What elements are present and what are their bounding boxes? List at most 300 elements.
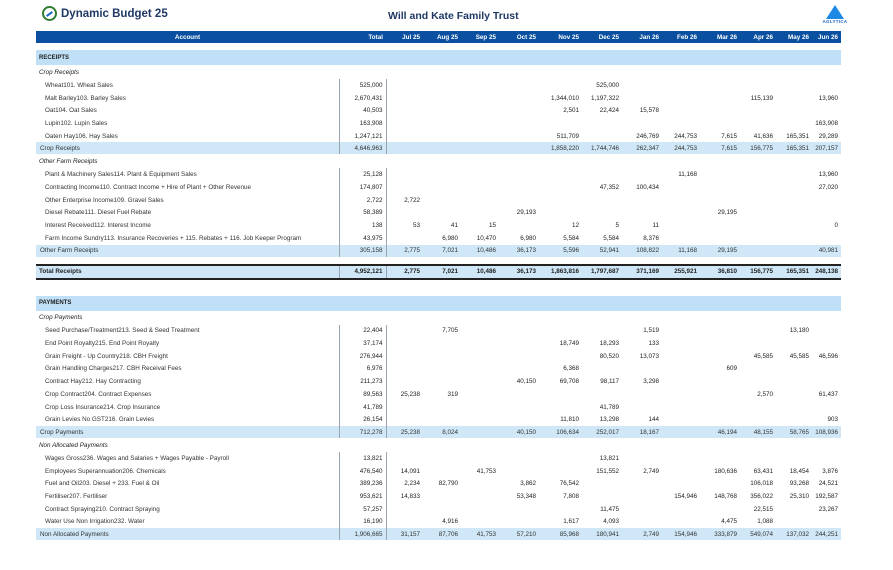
cell-value[interactable]: 23,267 (818, 505, 838, 513)
cell-value[interactable]: 244,753 (662, 142, 700, 154)
cell-value[interactable] (461, 79, 499, 92)
cell-value[interactable] (499, 168, 539, 181)
row-total[interactable]: 2,722 (339, 194, 386, 207)
cell-value[interactable]: 45,585 (753, 352, 773, 360)
row-total[interactable]: 1,247,121 (339, 130, 386, 143)
row-total[interactable]: 41,789 (339, 401, 386, 414)
cell-value[interactable]: 3,298 (643, 378, 659, 386)
cell-value[interactable] (582, 325, 622, 338)
row-total[interactable]: 37,174 (339, 337, 386, 350)
cell-value[interactable] (622, 363, 662, 376)
cell-value[interactable] (499, 503, 539, 516)
cell-value[interactable] (461, 426, 499, 438)
table-row[interactable] (36, 325, 841, 338)
cell-value[interactable]: 7,021 (423, 265, 461, 279)
cell-value[interactable]: 133 (648, 340, 659, 348)
row-total[interactable]: 138 (339, 219, 386, 232)
cell-value[interactable]: 29,193 (516, 209, 536, 217)
cell-value[interactable] (423, 503, 461, 516)
subtotal-row[interactable] (36, 245, 841, 257)
cell-value[interactable] (539, 207, 582, 220)
cell-value[interactable] (539, 388, 582, 401)
cell-value[interactable] (423, 363, 461, 376)
cell-value[interactable] (700, 232, 740, 245)
cell-value[interactable] (582, 117, 622, 130)
cell-value[interactable]: 165,351 (786, 132, 809, 140)
cell-value[interactable] (662, 413, 700, 426)
cell-value[interactable]: 156,775 (740, 265, 776, 279)
cell-value[interactable]: 2,775 (386, 265, 423, 279)
cell-value[interactable]: 525,000 (596, 81, 619, 89)
cell-value[interactable] (812, 337, 841, 350)
cell-value[interactable] (539, 117, 582, 130)
cell-value[interactable]: 45,585 (789, 352, 809, 360)
table-row[interactable] (36, 219, 841, 232)
cell-value[interactable] (423, 117, 461, 130)
cell-value[interactable]: 7,615 (700, 142, 740, 154)
cell-value[interactable] (776, 168, 812, 181)
header-month[interactable]: Sep 25 (461, 31, 499, 43)
cell-value[interactable] (386, 350, 423, 363)
cell-value[interactable] (386, 232, 423, 245)
cell-value[interactable] (776, 363, 812, 376)
cell-value[interactable] (776, 413, 812, 426)
cell-value[interactable]: 252,017 (582, 426, 622, 438)
cell-value[interactable] (662, 337, 700, 350)
cell-value[interactable]: 61,437 (818, 390, 838, 398)
table-row[interactable] (36, 79, 841, 92)
cell-value[interactable] (461, 168, 499, 181)
cell-value[interactable] (740, 245, 776, 257)
row-total[interactable]: 13,821 (339, 452, 386, 465)
cell-value[interactable]: 3,876 (822, 467, 838, 475)
cell-value[interactable] (740, 232, 776, 245)
cell-value[interactable] (499, 194, 539, 207)
cell-value[interactable] (539, 350, 582, 363)
subtotal-row[interactable] (36, 142, 841, 154)
cell-value[interactable]: 4,916 (442, 518, 458, 526)
cell-value[interactable]: 15,578 (639, 107, 659, 115)
row-total[interactable]: 22,404 (339, 325, 386, 338)
cell-value[interactable]: 1,197,322 (590, 94, 619, 102)
cell-value[interactable]: 29,195 (700, 245, 740, 257)
cell-value[interactable] (776, 375, 812, 388)
cell-value[interactable]: 165,351 (776, 265, 812, 279)
cell-value[interactable] (700, 503, 740, 516)
row-total[interactable]: 1,906,665 (339, 528, 386, 540)
cell-value[interactable] (700, 194, 740, 207)
cell-value[interactable] (582, 168, 622, 181)
cell-value[interactable]: 144 (648, 416, 659, 424)
cell-value[interactable] (461, 142, 499, 154)
cell-value[interactable] (662, 388, 700, 401)
cell-value[interactable] (499, 401, 539, 414)
row-total[interactable]: 953,621 (339, 490, 386, 503)
cell-value[interactable]: 13,821 (599, 454, 619, 462)
cell-value[interactable] (539, 452, 582, 465)
table-row[interactable] (36, 375, 841, 388)
cell-value[interactable]: 15 (488, 222, 496, 230)
row-total[interactable]: 4,646,963 (339, 142, 386, 154)
cell-value[interactable]: 6,368 (563, 365, 579, 373)
cell-value[interactable] (499, 465, 539, 478)
header-month[interactable]: Jul 25 (386, 31, 423, 43)
cell-value[interactable]: 41,789 (599, 403, 619, 411)
cell-value[interactable] (662, 79, 700, 92)
header-month[interactable]: Jan 26 (622, 31, 662, 43)
cell-value[interactable] (812, 375, 841, 388)
cell-value[interactable] (461, 104, 499, 117)
cell-value[interactable] (386, 401, 423, 414)
cell-value[interactable]: 10,486 (461, 265, 499, 279)
cell-value[interactable] (539, 465, 582, 478)
cell-value[interactable] (662, 516, 700, 529)
cell-value[interactable] (582, 130, 622, 143)
cell-value[interactable] (423, 413, 461, 426)
cell-value[interactable]: 40,150 (516, 378, 536, 386)
cell-value[interactable] (662, 401, 700, 414)
cell-value[interactable]: 14,833 (400, 492, 420, 500)
cell-value[interactable]: 11 (652, 222, 659, 230)
cell-value[interactable] (499, 79, 539, 92)
cell-value[interactable]: 180,941 (582, 528, 622, 540)
cell-value[interactable]: 356,022 (750, 492, 773, 500)
cell-value[interactable]: 41,753 (461, 528, 499, 540)
cell-value[interactable] (582, 388, 622, 401)
cell-value[interactable] (499, 452, 539, 465)
cell-value[interactable]: 47,352 (599, 183, 619, 191)
cell-value[interactable] (423, 168, 461, 181)
cell-value[interactable]: 5,584 (603, 234, 619, 242)
cell-value[interactable] (499, 104, 539, 117)
cell-value[interactable]: 1,344,010 (550, 94, 579, 102)
subtotal-row[interactable] (36, 426, 841, 438)
cell-value[interactable] (386, 181, 423, 194)
cell-value[interactable]: 14,091 (400, 467, 420, 475)
row-total[interactable]: 389,236 (339, 477, 386, 490)
cell-value[interactable] (499, 325, 539, 338)
cell-value[interactable] (582, 363, 622, 376)
cell-value[interactable]: 13,960 (818, 171, 838, 179)
cell-value[interactable] (700, 168, 740, 181)
cell-value[interactable]: 7,808 (563, 492, 579, 500)
cell-value[interactable]: 1,797,687 (582, 265, 622, 279)
cell-value[interactable]: 180,636 (714, 467, 737, 475)
cell-value[interactable] (539, 194, 582, 207)
table-row[interactable] (36, 350, 841, 363)
table-row[interactable] (36, 413, 841, 426)
table-row[interactable] (36, 92, 841, 105)
row-total[interactable]: 89,563 (339, 388, 386, 401)
cell-value[interactable] (423, 452, 461, 465)
cell-value[interactable] (622, 388, 662, 401)
cell-value[interactable]: 4,475 (721, 518, 737, 526)
cell-value[interactable] (622, 92, 662, 105)
cell-value[interactable]: 2,570 (757, 390, 773, 398)
cell-value[interactable]: 46,596 (818, 352, 838, 360)
cell-value[interactable] (700, 350, 740, 363)
cell-value[interactable] (700, 375, 740, 388)
cell-value[interactable] (622, 452, 662, 465)
row-total[interactable]: 163,908 (339, 117, 386, 130)
cell-value[interactable] (461, 337, 499, 350)
cell-value[interactable] (461, 477, 499, 490)
cell-value[interactable] (499, 413, 539, 426)
table-row[interactable] (36, 503, 841, 516)
cell-value[interactable] (740, 452, 776, 465)
table-row[interactable] (36, 117, 841, 130)
cell-value[interactable] (461, 181, 499, 194)
cell-value[interactable]: 11,168 (662, 245, 700, 257)
cell-value[interactable] (461, 117, 499, 130)
cell-value[interactable]: 7,021 (423, 245, 461, 257)
cell-value[interactable]: 5 (615, 222, 619, 230)
cell-value[interactable] (700, 401, 740, 414)
row-total[interactable]: 4,952,121 (339, 265, 386, 279)
cell-value[interactable]: 13,298 (599, 416, 619, 424)
cell-value[interactable] (700, 452, 740, 465)
cell-value[interactable] (386, 413, 423, 426)
cell-value[interactable] (740, 413, 776, 426)
cell-value[interactable]: 1,088 (757, 518, 773, 526)
cell-value[interactable] (740, 401, 776, 414)
cell-value[interactable]: 11,475 (600, 505, 619, 513)
cell-value[interactable]: 4,093 (603, 518, 619, 526)
cell-value[interactable]: 40,150 (499, 426, 539, 438)
cell-value[interactable]: 609 (726, 365, 737, 373)
cell-value[interactable] (423, 194, 461, 207)
cell-value[interactable] (776, 401, 812, 414)
cell-value[interactable] (499, 350, 539, 363)
cell-value[interactable]: 108,822 (622, 245, 662, 257)
cell-value[interactable] (386, 516, 423, 529)
cell-value[interactable] (423, 92, 461, 105)
row-total[interactable]: 476,540 (339, 465, 386, 478)
cell-value[interactable] (776, 337, 812, 350)
cell-value[interactable] (423, 490, 461, 503)
cell-value[interactable]: 255,921 (662, 265, 700, 279)
cell-value[interactable] (423, 142, 461, 154)
cell-value[interactable] (539, 79, 582, 92)
cell-value[interactable]: 24,521 (818, 480, 838, 488)
table-row[interactable] (36, 516, 841, 529)
cell-value[interactable] (386, 117, 423, 130)
table-row[interactable] (36, 104, 841, 117)
cell-value[interactable] (461, 130, 499, 143)
cell-value[interactable] (582, 477, 622, 490)
cell-value[interactable]: 137,032 (776, 528, 812, 540)
cell-value[interactable] (700, 79, 740, 92)
cell-value[interactable]: 41 (450, 222, 458, 230)
cell-value[interactable] (740, 337, 776, 350)
cell-value[interactable] (700, 413, 740, 426)
header-month[interactable]: May 26 (776, 31, 812, 43)
cell-value[interactable] (662, 375, 700, 388)
cell-value[interactable] (776, 79, 812, 92)
table-row[interactable] (36, 388, 841, 401)
row-total[interactable]: 40,503 (339, 104, 386, 117)
cell-value[interactable]: 25,310 (789, 492, 809, 500)
cell-value[interactable] (622, 79, 662, 92)
cell-value[interactable] (423, 401, 461, 414)
cell-value[interactable] (386, 104, 423, 117)
cell-value[interactable] (461, 207, 499, 220)
row-total[interactable]: 26,154 (339, 413, 386, 426)
cell-value[interactable] (499, 92, 539, 105)
cell-value[interactable] (740, 104, 776, 117)
cell-value[interactable] (622, 503, 662, 516)
cell-value[interactable]: 46,194 (700, 426, 740, 438)
cell-value[interactable] (499, 130, 539, 143)
cell-value[interactable] (386, 452, 423, 465)
cell-value[interactable] (622, 207, 662, 220)
cell-value[interactable] (461, 350, 499, 363)
cell-value[interactable] (776, 245, 812, 257)
cell-value[interactable]: 5,584 (563, 234, 579, 242)
cell-value[interactable] (539, 325, 582, 338)
cell-value[interactable] (776, 207, 812, 220)
cell-value[interactable] (776, 388, 812, 401)
header-total[interactable]: Total (339, 31, 386, 43)
cell-value[interactable]: 31,157 (386, 528, 423, 540)
cell-value[interactable]: 319 (447, 390, 458, 398)
cell-value[interactable]: 48,155 (740, 426, 776, 438)
cell-value[interactable]: 246,769 (636, 132, 659, 140)
cell-value[interactable] (700, 181, 740, 194)
cell-value[interactable] (539, 503, 582, 516)
header-account[interactable]: Account (36, 31, 339, 43)
cell-value[interactable]: 29,195 (717, 209, 737, 217)
cell-value[interactable]: 3,862 (520, 480, 536, 488)
cell-value[interactable]: 18,454 (789, 467, 809, 475)
cell-value[interactable] (662, 325, 700, 338)
header-month[interactable]: Dec 25 (582, 31, 622, 43)
cell-value[interactable]: 5,596 (539, 245, 582, 257)
cell-value[interactable]: 36,810 (700, 265, 740, 279)
cell-value[interactable]: 25,238 (386, 426, 423, 438)
cell-value[interactable] (812, 401, 841, 414)
cell-value[interactable]: 41,636 (753, 132, 773, 140)
cell-value[interactable] (700, 477, 740, 490)
row-total[interactable]: 16,190 (339, 516, 386, 529)
cell-value[interactable] (499, 516, 539, 529)
cell-value[interactable] (386, 79, 423, 92)
cell-value[interactable] (662, 503, 700, 516)
cell-value[interactable] (539, 168, 582, 181)
cell-value[interactable] (423, 79, 461, 92)
cell-value[interactable] (662, 194, 700, 207)
cell-value[interactable]: 903 (827, 416, 838, 424)
cell-value[interactable] (776, 194, 812, 207)
cell-value[interactable] (622, 194, 662, 207)
cell-value[interactable] (740, 117, 776, 130)
cell-value[interactable] (662, 181, 700, 194)
table-row[interactable] (36, 465, 841, 478)
cell-value[interactable] (812, 363, 841, 376)
cell-value[interactable]: 6,980 (442, 234, 458, 242)
cell-value[interactable] (740, 168, 776, 181)
cell-value[interactable]: 106,634 (539, 426, 582, 438)
cell-value[interactable]: 2,749 (643, 467, 659, 475)
cell-value[interactable]: 13,073 (639, 352, 659, 360)
table-row[interactable] (36, 130, 841, 143)
table-row[interactable] (36, 490, 841, 503)
cell-value[interactable]: 333,879 (700, 528, 740, 540)
cell-value[interactable]: 7,615 (721, 132, 737, 140)
app-logo[interactable] (42, 6, 168, 21)
cell-value[interactable] (776, 104, 812, 117)
cell-value[interactable]: 115,139 (750, 94, 773, 102)
cell-value[interactable]: 12 (571, 222, 579, 230)
cell-value[interactable] (812, 452, 841, 465)
cell-value[interactable]: 18,749 (559, 340, 579, 348)
cell-value[interactable]: 25,238 (400, 390, 420, 398)
table-row[interactable] (36, 452, 841, 465)
cell-value[interactable]: 69,708 (559, 378, 579, 386)
header-month[interactable]: Mar 26 (700, 31, 740, 43)
cell-value[interactable]: 93,268 (789, 480, 809, 488)
cell-value[interactable] (386, 363, 423, 376)
table-row[interactable] (36, 337, 841, 350)
cell-value[interactable] (499, 117, 539, 130)
cell-value[interactable]: 207,157 (812, 142, 841, 154)
cell-value[interactable] (461, 363, 499, 376)
cell-value[interactable]: 163,908 (815, 119, 838, 127)
cell-value[interactable] (812, 232, 841, 245)
cell-value[interactable] (776, 516, 812, 529)
table-row[interactable] (36, 401, 841, 414)
cell-value[interactable] (740, 219, 776, 232)
header-month[interactable]: Oct 25 (499, 31, 539, 43)
cell-value[interactable]: 58,765 (776, 426, 812, 438)
cell-value[interactable]: 2,501 (563, 107, 579, 115)
cell-value[interactable] (461, 194, 499, 207)
cell-value[interactable] (582, 490, 622, 503)
cell-value[interactable]: 10,470 (476, 234, 496, 242)
table-row[interactable] (36, 363, 841, 376)
cell-value[interactable]: 8,024 (423, 426, 461, 438)
cell-value[interactable]: 76,542 (559, 480, 579, 488)
cell-value[interactable]: 511,709 (556, 132, 579, 140)
cell-value[interactable] (499, 142, 539, 154)
cell-value[interactable] (700, 219, 740, 232)
header-month[interactable]: Apr 26 (740, 31, 776, 43)
cell-value[interactable] (662, 232, 700, 245)
cell-value[interactable] (386, 375, 423, 388)
cell-value[interactable] (386, 207, 423, 220)
row-total[interactable]: 276,944 (339, 350, 386, 363)
row-total[interactable]: 2,670,431 (339, 92, 386, 105)
cell-value[interactable]: 7,705 (442, 327, 458, 335)
cell-value[interactable] (423, 104, 461, 117)
cell-value[interactable]: 2,234 (404, 480, 420, 488)
cell-value[interactable] (582, 207, 622, 220)
total-receipts-row[interactable] (36, 265, 841, 279)
cell-value[interactable]: 22,515 (753, 505, 773, 513)
cell-value[interactable] (461, 452, 499, 465)
cell-value[interactable]: 63,431 (753, 467, 773, 475)
cell-value[interactable] (662, 219, 700, 232)
cell-value[interactable]: 192,587 (815, 492, 838, 500)
cell-value[interactable] (740, 325, 776, 338)
cell-value[interactable]: 87,706 (423, 528, 461, 540)
row-total[interactable]: 57,257 (339, 503, 386, 516)
cell-value[interactable] (740, 79, 776, 92)
cell-value[interactable]: 148,768 (714, 492, 737, 500)
cell-value[interactable] (622, 490, 662, 503)
cell-value[interactable] (423, 337, 461, 350)
cell-value[interactable]: 1,519 (643, 327, 659, 335)
